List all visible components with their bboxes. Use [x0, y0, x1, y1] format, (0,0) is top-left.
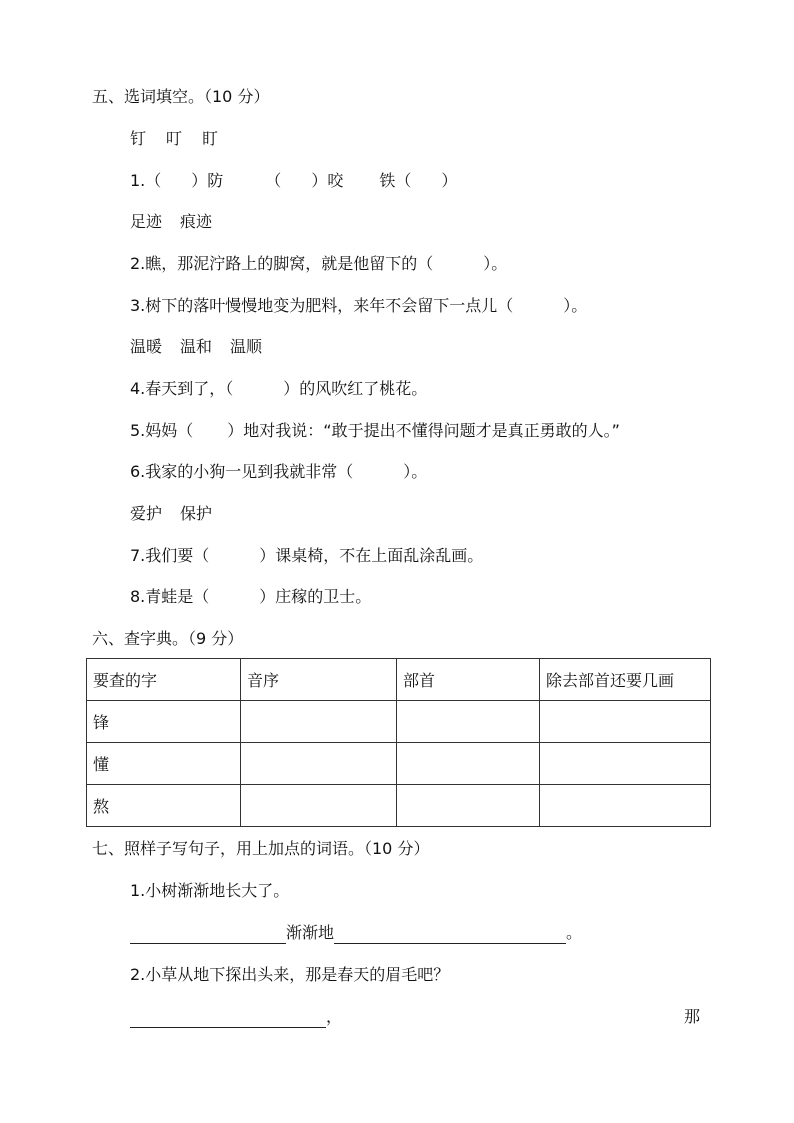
paren-close: ）	[441, 171, 458, 190]
header-cell: 要查的字	[87, 659, 241, 701]
section-7-title: 七、照样子写句子，用上加点的词语。（10 分）	[92, 839, 430, 858]
table-row	[87, 701, 711, 743]
question-text-end: ）课桌椅，不在上面乱涂乱画。	[259, 546, 484, 565]
word-option: 温和	[180, 337, 213, 356]
answer-cell[interactable]	[241, 785, 397, 827]
writing-blank[interactable]	[130, 927, 286, 944]
question-text-end: ）的风吹红了桃花。	[283, 379, 428, 398]
character-cell: 懂	[87, 743, 241, 785]
question-3	[130, 295, 587, 317]
question-number: 1.	[130, 171, 146, 190]
header-cell: 部首	[397, 659, 540, 701]
character-cell: 锋	[87, 701, 241, 743]
answer-cell[interactable]	[540, 743, 711, 785]
word-group-1	[130, 128, 218, 150]
word-option: 爱护	[130, 504, 163, 523]
word-option: 痕迹	[180, 212, 213, 231]
question-7	[130, 545, 483, 567]
key-word: 渐渐地	[286, 923, 335, 942]
paren-close-word: ）咬	[311, 171, 344, 190]
word-group-3	[130, 336, 262, 358]
word-option: 保护	[180, 504, 213, 523]
answer-cell[interactable]	[397, 743, 540, 785]
question-text: 6.我家的小狗一见到我就非常（	[130, 462, 354, 481]
question-text-end: ）庄稼的卫士。	[259, 587, 372, 606]
word-group-2	[130, 211, 212, 233]
example-1: 1.小树渐渐地长大了。	[130, 881, 290, 900]
word-option: 足迹	[130, 212, 163, 231]
header-cell: 音序	[241, 659, 397, 701]
paren-open: （	[145, 171, 162, 190]
question-4	[130, 378, 427, 400]
section-6-title: 六、查字典。（9 分）	[92, 629, 244, 648]
paren-open: （	[265, 171, 282, 190]
writing-blank[interactable]	[130, 1011, 326, 1028]
word-option: 钉	[130, 129, 147, 148]
answer-line-1	[130, 922, 582, 944]
question-text: 4.春天到了，（	[130, 379, 234, 398]
period: 。	[566, 923, 583, 942]
question-text: 8.青蛙是（	[130, 587, 210, 606]
word-paren-open: 铁（	[379, 171, 412, 190]
answer-cell[interactable]	[397, 785, 540, 827]
table-row	[87, 785, 711, 827]
question-6	[130, 461, 427, 483]
section-5-title: 五、选词填空。（10 分）	[92, 87, 270, 106]
answer-cell[interactable]	[540, 785, 711, 827]
question-8	[130, 586, 371, 608]
question-1	[130, 170, 457, 192]
question-text: 3.树下的落叶慢慢地变为肥料，来年不会留下一点儿（	[130, 296, 514, 315]
comma: ，	[326, 1007, 343, 1026]
answer-line-2	[130, 1006, 342, 1028]
answer-cell[interactable]	[397, 701, 540, 743]
question-text-end: ）。	[563, 296, 588, 315]
answer-cell[interactable]	[540, 701, 711, 743]
example-2: 2.小草从地下探出头来，那是春天的眉毛吧？	[130, 965, 450, 984]
header-cell: 除去部首还要几画	[540, 659, 711, 701]
table-header-row	[87, 659, 711, 701]
writing-blank[interactable]	[334, 927, 566, 944]
table-row	[87, 743, 711, 785]
question-2	[130, 253, 507, 275]
question-text-end: ）。	[483, 254, 508, 273]
paren-close-word: ）防	[191, 171, 224, 190]
question-text-end: ）。	[403, 462, 428, 481]
answer-cell[interactable]	[241, 701, 397, 743]
question-text-end: ）地对我说：“敢于提出不懂得问题才是真正勇敢的人。”	[227, 421, 620, 440]
trailing-word: 那	[684, 1007, 701, 1026]
question-5	[130, 420, 620, 442]
word-group-4	[130, 503, 212, 525]
word-option: 盯	[202, 129, 219, 148]
dictionary-table	[86, 658, 711, 827]
question-text: 5.妈妈（	[130, 421, 194, 440]
word-option: 温顺	[230, 337, 263, 356]
character-cell: 熬	[87, 785, 241, 827]
answer-cell[interactable]	[241, 743, 397, 785]
word-option: 温暖	[130, 337, 163, 356]
question-text: 2.瞧，那泥泞路上的脚窝，就是他留下的（	[130, 254, 434, 273]
word-option: 叮	[166, 129, 183, 148]
question-text: 7.我们要（	[130, 546, 210, 565]
